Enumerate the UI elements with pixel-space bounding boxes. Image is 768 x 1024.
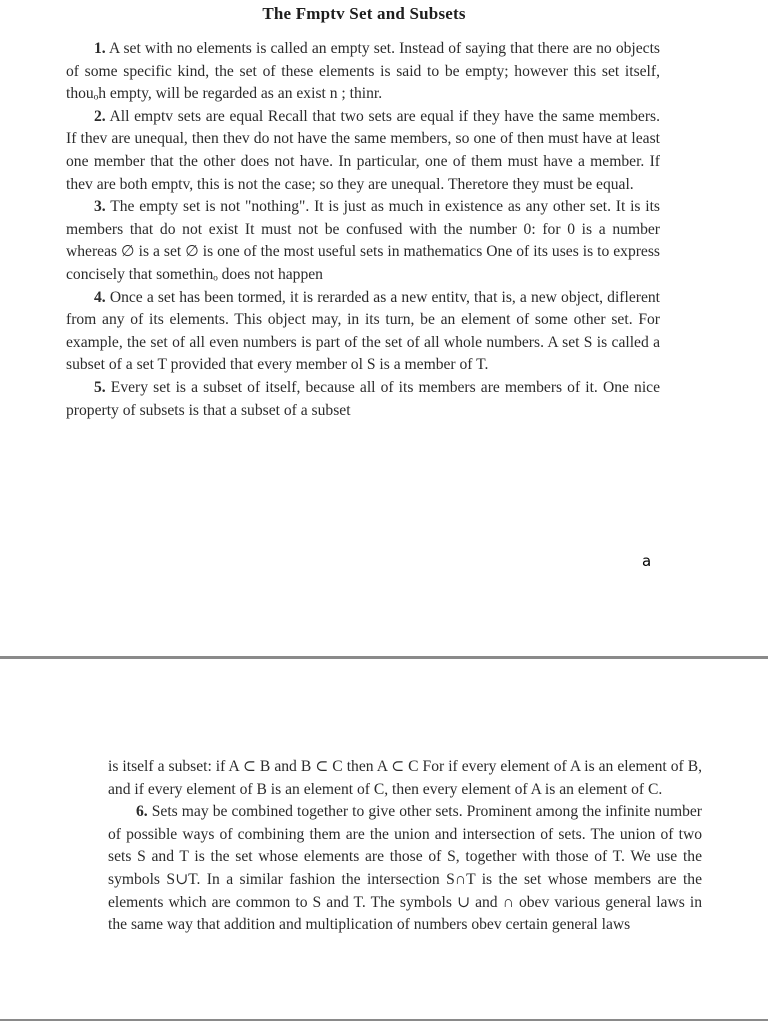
paragraph-3 [66,196,660,286]
paragraph-number: 6. [136,803,148,821]
bottom-divider [0,1019,768,1021]
paragraph-1 [66,38,660,106]
stray-mark: a [642,552,652,570]
bottom-page-body [108,756,702,937]
paragraph-number: 1. [94,40,106,57]
paragraph-number: 5. [94,378,106,396]
paragraph-text: Every set is a subset of itself, because all of its members are members of it. One nice property of subsets is that a subset of a subset [66,378,660,419]
paragraph-5 [66,377,660,422]
paragraph-4 [66,287,660,377]
paragraph-text: All emptv sets are equal Recall that two sets are equal if they have the same members. If thev are unequal, then thev do not have the same members, so one of then must have at least one member that the other does not have. In particular, one of them must have a member. If thev are both emptv, this is not the case; so they are unequal. Theretore they must be equal. [66,107,660,193]
paragraph-text: The empty set is not "nothing". It is just as much in existence as any other set. It is its members that do not exist It must not be confused with the number 0: for 0 is a number whereas ∅ is a set ∅ is one of the most useful sets in mathematics One of its uses is to express concisely that somethinₒ does not happen [66,198,660,283]
paragraph-text: Once a set has been tormed, it is rerarded as a new entitv, that is, a new object, diflerent from any of its elements. This object may, in its turn, be an element of some other set. For example, the set of all even numbers is part of the set of all whole numbers. A set S is called a subset of a set T provided that every member ol S is a member of T. [66,288,660,374]
paragraph-6 [108,801,702,937]
paragraph-number: 2. [94,107,106,125]
paragraph-continued [108,756,702,801]
paragraph-2 [66,106,660,196]
top-page-body [66,38,660,422]
page-title: The Fmptv Set and Subsets [262,4,466,23]
paragraph-text: is itself a subset: if A ⊂ B and B ⊂ C then A ⊂ C For if every element of A is an element of B, and if every element of B is an element of C, then every element of A is an element of C. [108,758,702,798]
page-divider [0,656,768,659]
paragraph-number: 3. [94,198,106,216]
paragraph-number: 4. [94,288,106,306]
paragraph-text: A set with no elements is called an empty set. Instead of saying that there are no objects of some specific kind, the set of these elements is said to be empty; however this set itself, thouₒh empty, will be regarded as an exist n ; thinr. [66,40,660,103]
paragraph-text: Sets may be combined together to give other sets. Prominent among the infinite number of possible ways of combining them are the union and intersection of sets. The union of two sets S and T is the set whose elements are those of S, together with those of T. We use the symbols S∪T. In a similar fashion the intersection S∩T is the set whose members are the elements which are common to S and T. The symbols ∪ and ∩ obev various general laws in the same way that addition and multiplication of numbers obev certain general laws [108,803,702,934]
